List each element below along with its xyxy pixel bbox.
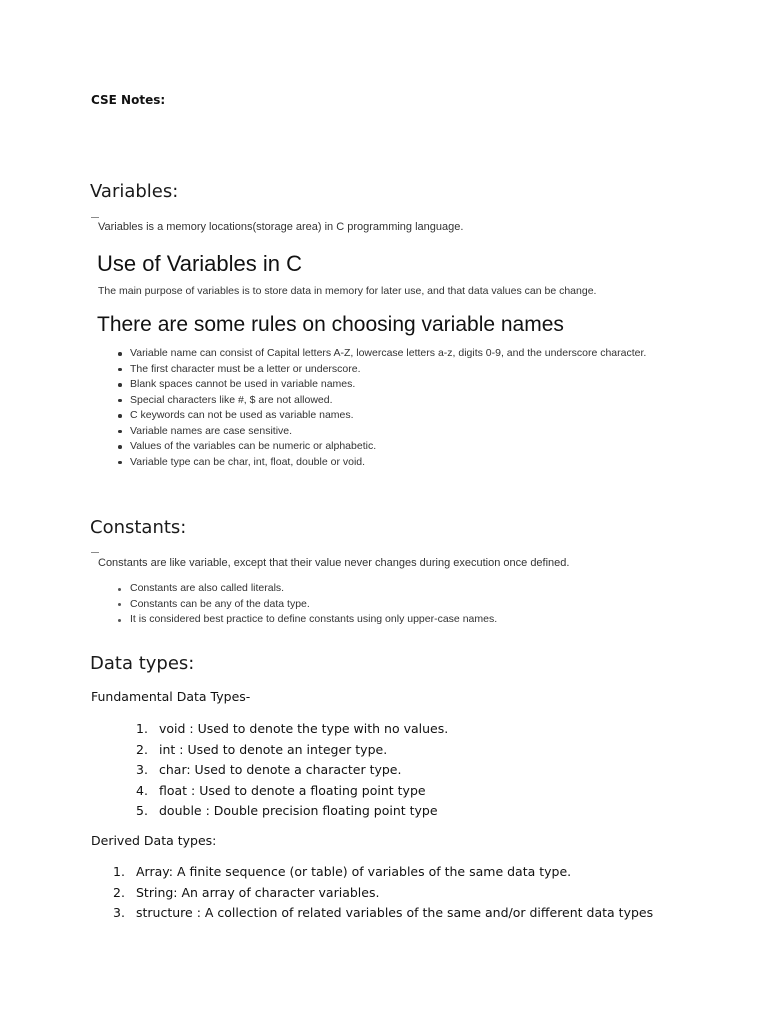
list-number: 2. <box>113 884 125 900</box>
list-number: 1. <box>113 864 125 879</box>
list-item: Constants are also called literals. <box>118 581 497 597</box>
list-number: 3. <box>136 762 148 777</box>
fundamental-types-list <box>136 719 448 822</box>
list-item <box>136 801 448 822</box>
list-item <box>136 740 448 761</box>
list-item: C keywords can not be used as variable names. <box>118 408 646 424</box>
list-item: It is considered best practice to define constants using only upper-case names. <box>118 612 497 628</box>
list-text: int : Used to denote an integer type. <box>159 741 388 757</box>
variable-rules-list <box>118 346 646 470</box>
list-item: Constants can be any of the data type. <box>118 597 497 613</box>
list-item <box>136 719 448 740</box>
list-item: Variable names are case sensitive. <box>118 424 646 440</box>
list-item <box>136 760 448 781</box>
list-number: 2. <box>136 741 148 757</box>
list-item <box>113 883 653 904</box>
list-item: Variable type can be char, int, float, double or void. <box>118 455 646 471</box>
list-item: Blank spaces cannot be used in variable names. <box>118 377 646 393</box>
list-text: void : Used to denote the type with no values. <box>159 721 449 736</box>
data-types-heading: Data types: <box>90 653 195 674</box>
variables-heading: Variables: <box>90 181 179 202</box>
list-item: Special characters like #, $ are not allowed. <box>118 393 646 409</box>
list-text: float : Used to denote a floating point type <box>159 782 426 798</box>
list-text: char: Used to denote a character type. <box>159 762 402 777</box>
list-text: Array: A finite sequence (or table) of variables of the same data type. <box>136 864 572 879</box>
derived-types-list <box>113 862 653 924</box>
list-text: structure : A collection of related variables of the same and/or different data types <box>136 905 654 920</box>
use-of-variables-heading: Use of Variables in C <box>97 251 303 276</box>
list-number: 3. <box>113 905 125 920</box>
list-item: Variable name can consist of Capital letters A-Z, lowercase letters a-z, digits 0-9, and the underscore character. <box>118 346 646 362</box>
list-item <box>113 862 653 883</box>
list-item <box>136 781 448 802</box>
pasted-image-marker <box>91 552 99 553</box>
pasted-image-marker <box>91 217 99 218</box>
constants-points-list <box>118 581 497 628</box>
use-of-variables-text: The main purpose of variables is to store data in memory for later use, and that data values can be change. <box>98 285 597 297</box>
derived-data-types-heading: Derived Data types: <box>91 833 217 848</box>
constants-heading: Constants: <box>90 517 187 538</box>
constants-definition: Constants are like variable, except that their value never changes during execution once defined. <box>98 557 570 569</box>
list-item: Values of the variables can be numeric or alphabetic. <box>118 439 646 455</box>
variables-definition: Variables is a memory locations(storage area) in C programming language. <box>98 221 464 233</box>
list-item: The first character must be a letter or underscore. <box>118 362 646 378</box>
list-text: double : Double precision floating point type <box>159 803 438 818</box>
rules-heading: There are some rules on choosing variable names <box>97 313 564 336</box>
list-number: 4. <box>136 782 148 798</box>
document-header: CSE Notes: <box>91 93 166 107</box>
list-number: 1. <box>136 721 148 736</box>
list-item <box>113 903 653 924</box>
list-number: 5. <box>136 803 148 818</box>
list-text: String: An array of character variables. <box>136 884 380 900</box>
fundamental-data-types-heading: Fundamental Data Types- <box>91 689 251 704</box>
